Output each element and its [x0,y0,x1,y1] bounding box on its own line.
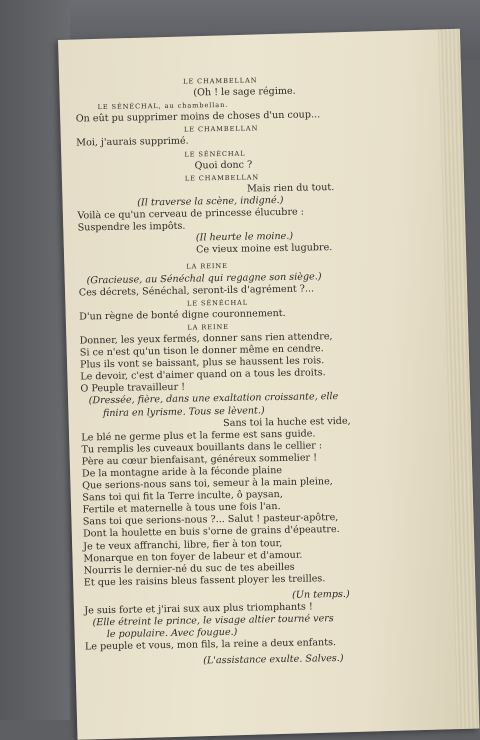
verse-line: Sans toi la huche est vide, [223,415,351,429]
verse-line: Ces décrets, Sénéchal, seront-ils d'agrément ?... [78,282,315,299]
verse-line: Quoi donc ? [194,159,253,172]
verse-line: Plus ils vont se baissant, plus se haussent les rois. [79,355,325,371]
stage-direction: le populaire. Avec fougue.) [106,627,238,641]
stage-direction: (Il heurte le moine.) [195,230,294,244]
verse-line: Je te veux affranchi, libre, fier à ton tour, [83,537,283,553]
verse-line: Monarque en ton foyer de labeur et d'amour. [83,549,303,565]
verse-line: Mais rien du tout. [246,181,335,195]
verse-line: O Peuple travailleur ! [80,382,186,395]
stage-direction: finira en lyrisme. Tous se lèvent.) [102,404,265,419]
stage-direction: (Elle étreint le prince, le visage altier tourné vers [92,613,334,629]
verse-line: Que serions-nous sans toi, semeur à la main pleine, [82,476,333,492]
speaker-name: LE CHAMBELLAN [184,173,260,183]
verse-line: Et que les raisins bleus fassent ployer les treilles. [83,573,326,589]
verse-line: (Oh ! le sage régime. [193,85,296,99]
stage-direction: (Un temps.) [292,588,350,601]
stage-direction: (Gracieuse, au Sénéchal qui regagne son siège.) [86,270,322,286]
page-text [75,72,425,670]
verse-line: Le devoir, c'est d'aimer quand on a tous les droits. [80,367,326,383]
speaker-name: LE SÉNÉCHAL, au chambellan. [97,101,229,112]
verse-line: On eût pu supprimer moins de choses d'un coup... [75,109,321,125]
verse-line: Je suis forte et j'irai sux aux plus triomphants ! [84,601,313,617]
verse-line: Sans toi qui fit la Terre inculte, ô paysan, [82,489,283,504]
speaker-name: LE SÉNÉCHAL [184,149,246,159]
verse-line: D'un règne de bonté digne couronnement. [79,307,286,323]
speaker-name: LA REINE [187,322,229,332]
verse-line: Dont la houlette en buis s'orne de grains d'épeautre. [82,524,340,540]
verse-line: Moi, j'aurais supprimé. [76,136,189,149]
verse-line: Tu remplis les cuveaux bouillants dans le cellier : [81,440,323,456]
verse-line: Nourris le dernier-né du suc de tes abeilles [83,561,295,577]
speaker-name: LE CHAMBELLAN [183,76,258,86]
stage-direction: (Il traverse la scène, indigné.) [137,194,284,209]
verse-line: Donner, les yeux fermés, donner sans rien attendre, [79,331,333,347]
verse-line: Sans toi que serions-nous ?... Salut ! pasteur-apôtre, [82,512,339,528]
page-edges [438,29,480,729]
speaker-name: LE SÉNÉCHAL [186,298,249,308]
book-page [58,29,479,740]
stage-direction: (Dressée, fière, dans une exaltation croissante, elle [88,391,339,407]
verse-line: Le blé ne germe plus et la ferme est sans guide. [81,428,316,444]
verse-line: Si ce n'est qu'un tison le donner même en cendre. [79,343,324,359]
verse-line: De la montagne aride à la féconde plaine [81,464,283,480]
verse-line: Voilà ce qu'un cerveau de princesse élucubre : [77,206,305,222]
verse-line: Père au cœur bienfaisant, généreux sommelier ! [81,452,318,468]
verse-line: Le peuple et vous, mon fils, la reine a deux enfants. [84,637,337,653]
stage-direction: (L'assistance exulte. Salves.) [203,653,344,667]
verse-line: Fertile et maternelle à tous une fois l'an. [82,501,281,516]
speaker-name: LE CHAMBELLAN [183,124,259,135]
speaker-name: LA REINE [186,262,228,272]
verse-line: Ce vieux moine est lugubre. [195,242,333,256]
verse-line: Suspendre les impôts. [77,220,186,234]
